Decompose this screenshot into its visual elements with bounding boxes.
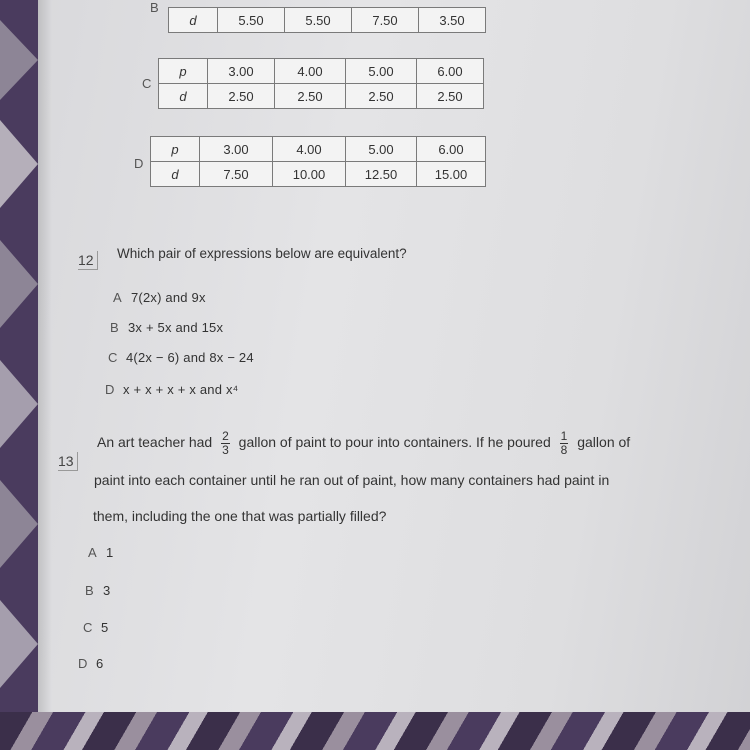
q13-text-part: gallon of paint to pour into containers. If he poured [238,434,551,451]
q12-choice-d[interactable] [105,382,238,397]
choice-letter: A [88,545,97,560]
table-row [151,137,486,162]
table-cell: 2.50 [275,84,346,109]
choice-text: x + x + x + x and x⁴ [123,382,239,397]
choice-letter: D [105,382,115,397]
table-cell: 12.50 [346,162,417,187]
table-row [159,59,484,84]
table-cell: 2.50 [417,84,484,109]
choice-text: 6 [96,656,104,671]
table-cell: 5.50 [285,8,352,33]
question-12-text: Which pair of expressions below are equivalent? [117,246,407,261]
table-cell: 5.00 [346,137,417,162]
question-13-line-2: paint into each container until he ran out of paint, how many containers had paint in [94,472,610,488]
table-cell: 6.00 [417,137,486,162]
table-c [158,58,484,109]
choice-letter: B [85,583,94,598]
table-row [169,8,486,33]
q12-choice-a[interactable] [113,290,206,305]
table-d-var-p: p [151,137,200,162]
q13-choice-b[interactable] [85,583,110,598]
table-cell: 7.50 [200,162,273,187]
table-cell: 4.00 [273,137,346,162]
fraction-denominator: 8 [560,443,568,457]
choice-text: 3x + 5x and 15x [128,320,224,335]
table-cell: 7.50 [352,8,419,33]
choice-letter: C [108,350,118,365]
table-d [150,136,486,187]
table-b [168,7,486,33]
table-cell: 3.00 [200,137,273,162]
choice-letter: B [110,320,119,335]
table-cell: 15.00 [417,162,486,187]
table-cell: 10.00 [273,162,346,187]
q12-choice-c[interactable] [108,350,254,365]
choice-letter: A [113,290,122,305]
q13-choice-d[interactable] [78,656,103,671]
table-d-var-d: d [151,162,200,187]
table-row [159,84,484,109]
question-13-line-3: them, including the one that was partially filled? [93,508,387,524]
background-fabric [0,712,750,750]
table-cell: 6.00 [417,59,484,84]
table-b-label: B [150,0,159,15]
fraction-numerator: 1 [560,429,568,443]
question-13-line-1 [97,430,630,457]
fraction-numerator: 2 [222,429,229,443]
table-row [151,162,486,187]
choice-letter: D [78,656,88,671]
q13-text-part: An art teacher had [97,434,213,451]
table-cell: 3.00 [208,59,275,84]
table-cell: 4.00 [275,59,346,84]
table-c-label: C [142,76,152,91]
choice-text: 7(2x) and 9x [131,290,206,305]
fraction-two-thirds [221,430,230,457]
fraction-one-eighth [560,430,569,457]
table-cell: 5.50 [218,8,285,33]
choice-text: 3 [103,583,111,598]
table-c-var-p: p [159,59,208,84]
fraction-denominator: 3 [222,443,229,457]
q13-text-part: gallon of [577,434,631,451]
table-b-var: d [169,8,218,33]
q13-choice-c[interactable] [83,620,108,635]
question-12-number: 12 [78,251,98,270]
table-d-label: D [134,156,144,171]
table-cell: 2.50 [208,84,275,109]
page-shadow [38,0,52,712]
q13-choice-a[interactable] [88,545,113,560]
choice-letter: C [83,620,93,635]
choice-text: 4(2x − 6) and 8x − 24 [126,350,254,365]
table-cell: 3.50 [419,8,486,33]
table-cell: 5.00 [346,59,417,84]
table-c-var-d: d [159,84,208,109]
question-13-number: 13 [58,452,78,471]
choice-text: 5 [101,620,109,635]
q12-choice-b[interactable] [110,320,223,335]
table-cell: 2.50 [346,84,417,109]
choice-text: 1 [106,545,114,560]
